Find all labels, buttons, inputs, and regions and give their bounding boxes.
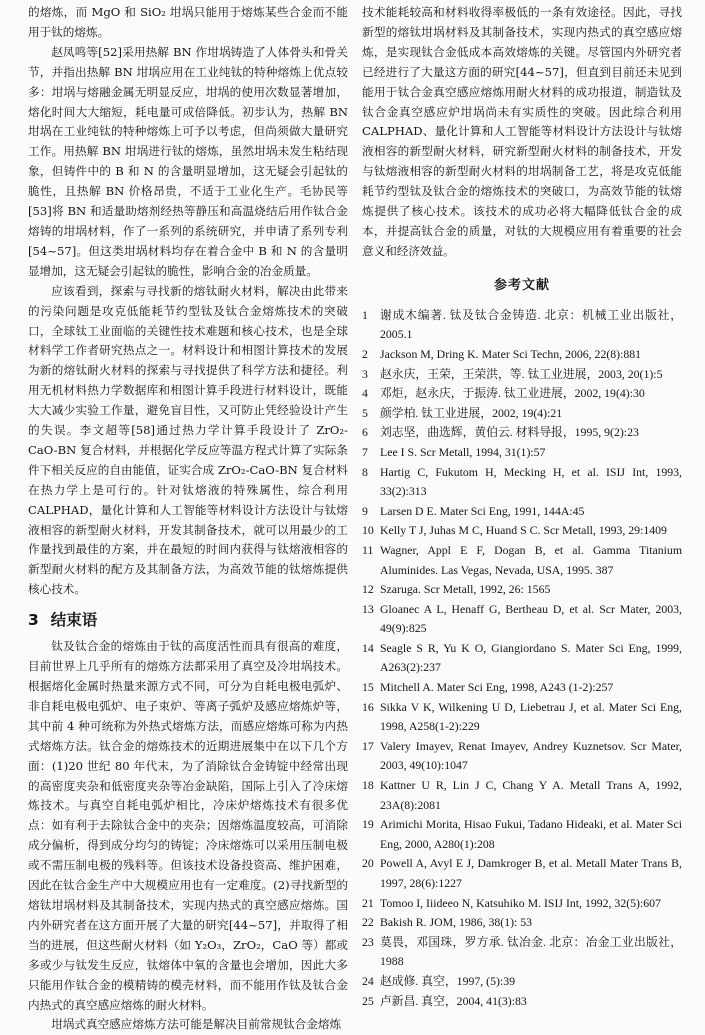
- reference-text: Mitchell A. Mater Sci Eng, 1998, A243 (1-2):257: [380, 680, 614, 695]
- reference-text: 刘志坚，曲选辉，黄伯云. 材料导报，1995, 9(2):23: [380, 425, 639, 440]
- reference-number: 21: [362, 895, 374, 910]
- reference-number: 14: [362, 640, 374, 655]
- reference-text: 颜学柏. 钛工业进展，2002, 19(4):21: [380, 405, 563, 420]
- reference-text: Arimichi Morita, Hisao Fukui, Tadano Hideaki, et al. Mater Sci Eng, 2000, A280(1):208: [380, 817, 682, 851]
- reference-number: 19: [362, 817, 374, 832]
- reference-text: 谢成木编著. 钛及钛合金铸造. 北京：机械工业出版社，2005.1: [380, 307, 682, 342]
- reference-text: Lee I S. Scr Metall, 1994, 31(1):57: [380, 444, 546, 459]
- reference-number: 4: [362, 386, 368, 401]
- section-heading: [28, 609, 348, 631]
- reference-number: 15: [362, 680, 374, 695]
- reference-number: 24: [362, 973, 374, 988]
- reference-text: 赵永庆，王荣，王荣洪，等. 钛工业进展，2003, 20(1):5: [380, 366, 663, 381]
- reference-item: [362, 521, 682, 541]
- reference-text: 赵成修. 真空，1997, (5):39: [380, 973, 516, 988]
- reference-item: [362, 894, 682, 914]
- reference-item: [362, 972, 682, 992]
- reference-item: [362, 913, 682, 933]
- reference-number: 25: [362, 993, 374, 1008]
- reference-number: 10: [362, 523, 374, 538]
- reference-number: 5: [362, 405, 368, 420]
- reference-text: Seagle S R, Yu K O, Giangiordano S. Mater Sci Eng, 1999, A263(2):237: [380, 640, 682, 675]
- paragraph-continued: 的熔炼，而 MgO 和 SiO₂ 坩埚只能用于熔炼某些合金而不能用于钛的熔炼。: [28, 5, 348, 39]
- paragraph-conclusion-continued: 技术能耗较高和材料收得率极低的一条有效途径。因此，寻找新型的熔钛坩埚材料及其制备技术，实现内热式的真空感应熔炼，是实现钛合金低成本高效熔炼的关键。尽管国内外研究者已经进行了大量这方面的研究[44~57]，但直到目前还未见到能用于钛合金真空感应熔炼用耐火材料的成功报道，制造钛及钛合金真空感应炉坩埚尚未有实质性的突破。因此综合利用 CALPHAD、量化计算和人工智能等材料设计方法设计与钛熔液相容的新型耐火材料，研究新型耐火材料的制备技术，开发与钛熔液相容的新型耐火材料的坩埚制备工艺，将是攻克低能耗节约型钛及钛合金的熔炼技术的突破口，为高效节能的钛熔炼提供了核心技术。该技术的成功必将大幅降低钛合金的成本，并提高钛合金的质量，对钛的大规模应用有着重要的社会意义和经济效益。: [362, 5, 682, 258]
- reference-item: [362, 404, 682, 424]
- section-number: 3: [28, 611, 39, 630]
- left-column: [28, 3, 348, 1035]
- reference-text: Powell A, Avyl E J, Damkroger B, et al. Metall Mater Trans B, 1997, 28(6):1227: [380, 856, 682, 890]
- reference-number: 11: [362, 542, 374, 557]
- reference-text: 邓炬，赵永庆，于振涛. 钛工业进展，2002, 19(4):30: [380, 386, 645, 401]
- reference-text: Gloanec A L, Henaff G, Bertheau D, et al. Scr Mater, 2003, 49(9):825: [380, 601, 682, 636]
- reference-item: [362, 776, 682, 815]
- section-title: 结束语: [50, 611, 98, 630]
- reference-number: 3: [362, 366, 368, 381]
- reference-text: Valery Imayev, Renat Imayev, Andrey Kuznetsov. Scr Mater, 2003, 49(10):1047: [380, 738, 682, 773]
- reference-number: 12: [362, 582, 374, 597]
- reference-number: 1: [362, 307, 368, 322]
- reference-number: 17: [362, 738, 374, 753]
- reference-number: 22: [362, 915, 374, 930]
- paragraph-material-design: 应该看到，探索与寻找新的熔钛耐火材料，解决由此带来的污染问题是攻克低能耗节约型钛及钛合金熔炼技术的突破口，全球钛工业面临的关键性技术难题和核心技术，也是全球材料学工作者研究热点之一。材料设计和相图计算技术的发展为新的熔钛耐火材料的探索与寻找提供了科学方法和捷径。利用无机材料热力学数据库和相图计算手段进行材料设计，既能大大减少实验工作量，避免盲目性，又可防止凭经验设计产生的失误。李文超等[58]通过热力学计算手段设计了 ZrO₂-CaO-BN 复合材料，并根据化学反应等温方程式计算了实际条件下相关反应的自由能值，证实合成 ZrO₂-CaO-BN 复合材料在热力学上是可行的。针对钛熔液的特殊属性，综合利用 CALPHAD，量化计算和人工智能等材料设计方法设计与钛熔液相容的新型耐火材料，开发其制备技术，就可以用最少的工作量找到最佳的方案，并在最短的时间内获得与钛熔液相容的新型耐火材料的配方及其制备方法，为高效节能的钛熔炼提供核心技术。: [28, 283, 348, 597]
- reference-item: [362, 345, 682, 365]
- reference-item: [362, 737, 682, 776]
- reference-item: [362, 992, 682, 1012]
- reference-item: [362, 443, 682, 463]
- reference-text: Larsen D E. Mater Sci Eng, 1991, 144A:45: [380, 503, 585, 518]
- reference-item: [362, 698, 682, 737]
- reference-text: Wagner, Appl E F, Dogan B, et al. Gamma Titanium Aluminides. Las Vegas, Nevada, USA, 1995. 387: [380, 542, 682, 577]
- reference-item: [362, 365, 682, 385]
- reference-number: 8: [362, 464, 368, 479]
- reference-item: [362, 384, 682, 404]
- reference-text: Jackson M, Dring K. Mater Sci Techn, 2006, 22(8):881: [380, 346, 642, 361]
- reference-number: 18: [362, 778, 374, 793]
- reference-number: 16: [362, 699, 374, 714]
- reference-item: [362, 933, 682, 972]
- reference-item: [362, 678, 682, 698]
- reference-number: 23: [362, 934, 374, 949]
- references-list: [362, 306, 682, 1011]
- reference-text: Bakish R. JOM, 1986, 38(1): 53: [380, 915, 533, 930]
- reference-item: [362, 541, 682, 580]
- reference-item: [362, 600, 682, 639]
- reference-item: [362, 463, 682, 502]
- reference-number: 2: [362, 346, 368, 361]
- reference-item: [362, 815, 682, 854]
- paragraph-conclusion: 钛及钛合金的熔炼由于钛的高度活性而具有很高的难度，目前世界上几乎所有的熔炼方法都采用了真空及冷坩埚技术。根据熔化金属时热量来源方式不同，可分为自耗电极电弧炉、非自耗电极电弧炉、电子束炉、等离子弧炉及感应熔炼炉等，其中前 4 种可统称为外热式熔炼方法，而感应熔炼可称为内热式熔炼方法。钛合金的熔炼技术的近期进展集中在以下几个方面：(1)20 世纪 80 年代末，为了消除钛合金铸锭中经常出现的高密度夹杂和低密度夹杂等冶金缺陷，国际上引入了冷床熔炼技术。与真空自耗电弧炉相比，冷床炉熔炼技术有很多优点：如有利于去除钛合金中的夹杂；因熔炼温度较高，可消除成分偏析，得到成分均匀的铸锭；冷床熔炼可以采用压制电极或不需压制电极的残料等。但该技术设备投资高、维护困难，因此在钛合金生产中大规模应用也有一定难度。(2)寻找新型的熔钛坩埚材料及其制备技术，实现内热式的真空感应熔炼。国内外研究者在这方面开展了大量的研究[44~57]，并取得了相当的进展，但这些耐火材料（如 Y₂O₃，ZrO₂，CaO 等）都或多或少与钛发生反应，钛熔体中氧的含量也会增加，因此大多只能用作钛合金的模精铸的模壳材料，而不能用作钛及钛合金内热式的真空感应熔炼的耐火材料。: [28, 639, 348, 1012]
- reference-text: Tomoo I, Iiideeo N, Katsuhiko M. ISIJ Int, 1992, 32(5):607: [380, 895, 661, 910]
- reference-item: [362, 580, 682, 600]
- paragraph-bn-crucible: 赵凤鸣等[52]采用热解 BN 作坩埚铸造了人体骨头和骨关节，并指出热解 BN 坩埚应用在工业纯钛的特种熔炼上优点较多：坩埚与熔融金属无明显反应，坩埚的使用次数显著增加，熔化时间大大缩短，耗电量可成倍降低。初步认为，热解 BN 坩埚在工业纯钛的特种熔炼上可予以考虑，但尚须做大量研究工作。用热解 BN 坩埚进行钛的熔炼，虽然坩埚未发生粘结现象，但铸件中的 B 和 N 的含量明显增加，这无疑会引起钛的脆性，且热解 BN 价格昂贵，不适于工业化生产。毛协民等[53]将 BN 和适量助熔剂经热等静压和高温烧结后用作钛合金熔铸的坩埚材料，作了一系列的系统研究，并申请了系列专利[54~57]。但这类坩埚材料均存在着合金中 B 和 N 的含量明显增加，这无疑会引起钛的脆性，影响合金的冶金质量。: [28, 44, 348, 278]
- reference-text: Szaruga. Scr Metall, 1992, 26: 1565: [380, 582, 551, 597]
- reference-text: Hartig C, Fukutom H, Mecking H, et al. ISIJ Int, 1993, 33(2):313: [380, 464, 682, 499]
- reference-text: 卢新昌. 真空，2004, 41(3):83: [380, 993, 527, 1008]
- reference-number: 9: [362, 503, 368, 518]
- paragraph-conclusion-2: 坩埚式真空感应熔炼方法可能是解决目前常规钛合金熔炼: [51, 1017, 342, 1032]
- reference-text: 莫畏，邓国珠，罗方承. 钛冶金. 北京：冶金工业出版社，1988: [380, 934, 682, 969]
- reference-text: Kattner U R, Lin J C, Chang Y A. Metall Trans A, 1992, 23A(8):2081: [380, 778, 682, 812]
- right-column: [362, 3, 682, 1011]
- reference-item: [362, 639, 682, 678]
- reference-number: 6: [362, 425, 368, 440]
- reference-item: [362, 854, 682, 893]
- reference-text: Sikka V K, Wilkening U D, Liebetrau J, et al. Mater Sci Eng, 1998, A258(1-2):229: [380, 699, 682, 734]
- reference-number: 13: [362, 601, 374, 616]
- reference-item: [362, 306, 682, 345]
- reference-text: Kelly T J, Juhas M C, Huand S C. Scr Metall, 1993, 29:1409: [380, 523, 667, 538]
- references-title: 参考文献: [493, 277, 550, 293]
- reference-number: 20: [362, 856, 374, 871]
- reference-item: [362, 423, 682, 443]
- reference-item: [362, 502, 682, 522]
- reference-number: 7: [362, 444, 368, 459]
